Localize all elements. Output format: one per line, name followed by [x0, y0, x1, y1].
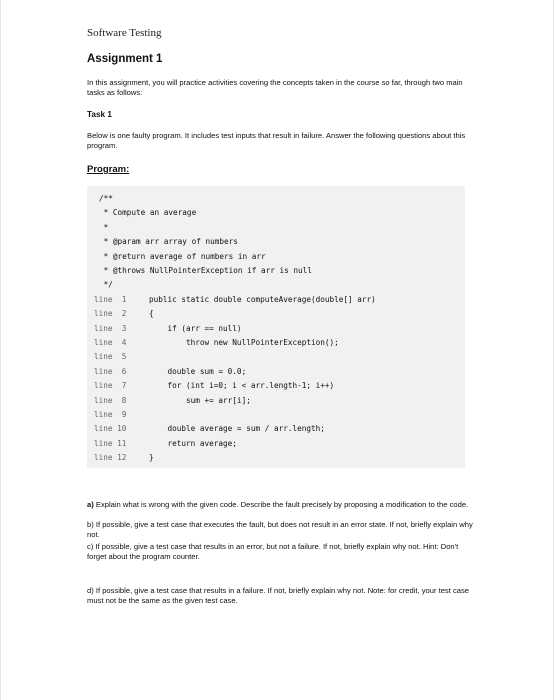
code-line [94, 394, 251, 408]
code-line [94, 307, 154, 321]
line-number: line 8 [94, 395, 127, 405]
line-number: line 1 [94, 294, 127, 304]
code-text: double average = sum / arr.length; [149, 424, 325, 434]
code-text: for (int i=0; i < arr.length-1; i++) [149, 381, 335, 391]
code-line [94, 322, 242, 336]
code-line [94, 437, 237, 451]
line-number: line 10 [94, 424, 127, 434]
question-d-label: d) [87, 586, 94, 595]
code-line [94, 350, 149, 364]
line-number: line 5 [94, 352, 127, 362]
code-line [99, 278, 113, 292]
line-number: line 3 [94, 323, 127, 333]
code-block [87, 186, 465, 468]
task-description: Below is one faulty program. It includes test inputs that result in failure. Answer the following questions about this program. [87, 131, 466, 150]
intro-paragraph: In this assignment, you will practice activities covering the concepts taken in the course so far, through two main tasks as follows: [87, 78, 463, 97]
code-line [94, 408, 149, 422]
question-c-label: c) [87, 542, 94, 551]
code-text: * @param arr array of numbers [99, 237, 238, 247]
code-line [94, 365, 246, 379]
code-text: } [149, 453, 154, 463]
question-a-label: a) [87, 500, 94, 509]
question-a-text: Explain what is wrong with the given code. Describe the fault precisely by proposing a modification to the code. [93, 500, 469, 509]
question-c [87, 542, 477, 562]
code-line [99, 235, 238, 249]
code-line [94, 451, 154, 465]
code-line [99, 192, 113, 206]
question-b-text: If possible, give a test case that executes the fault, but does not result in an error state. If not, briefly explain why not. [87, 520, 473, 539]
question-a [87, 500, 477, 510]
question-d-text: If possible, give a test case that results in a failure. If not, briefly explain why not. Note: for credit, your test case must not be the same as the given test case. [87, 586, 469, 605]
code-text: double sum = 0.0; [149, 366, 247, 376]
code-line [99, 221, 108, 235]
code-line [94, 336, 339, 350]
assignment-title: Assignment 1 [87, 53, 163, 65]
line-number: line 7 [94, 381, 127, 391]
question-d [87, 586, 477, 606]
question-c-text: If possible, give a test case that results in an error, but not a failure. If not, briefly explain why not. Hint: Don't forget about the program counter. [87, 542, 459, 561]
question-b [87, 520, 477, 540]
question-b-label: b) [87, 520, 94, 529]
code-text: sum += arr[i]; [149, 395, 251, 405]
code-text: */ [99, 280, 113, 290]
code-text: if (arr == null) [149, 323, 242, 333]
line-number: line 12 [94, 453, 127, 463]
line-number: line 6 [94, 366, 127, 376]
code-text: * [99, 222, 109, 232]
code-text: * @return average of numbers in arr [99, 251, 266, 261]
line-number: line 2 [94, 309, 127, 319]
course-title: Software Testing [87, 27, 162, 39]
code-text: { [149, 309, 154, 319]
code-line [99, 264, 312, 278]
line-number: line 9 [94, 410, 127, 419]
task-heading: Task 1 [87, 110, 112, 119]
code-text: /** [99, 194, 113, 203]
line-number: line 4 [94, 338, 127, 347]
code-line [99, 250, 266, 264]
code-text: public static double computeAverage(double[] arr) [149, 294, 376, 304]
code-text: return average; [149, 438, 237, 448]
line-number: line 11 [94, 438, 127, 448]
program-label: Program: [87, 164, 130, 175]
code-text: * Compute an average [99, 208, 197, 218]
code-line [99, 206, 196, 220]
code-text: * @throws NullPointerException if arr is null [99, 266, 312, 275]
code-line [94, 379, 334, 393]
code-text: throw new NullPointerException(); [149, 338, 339, 347]
code-line [94, 422, 325, 436]
code-line [94, 293, 376, 307]
